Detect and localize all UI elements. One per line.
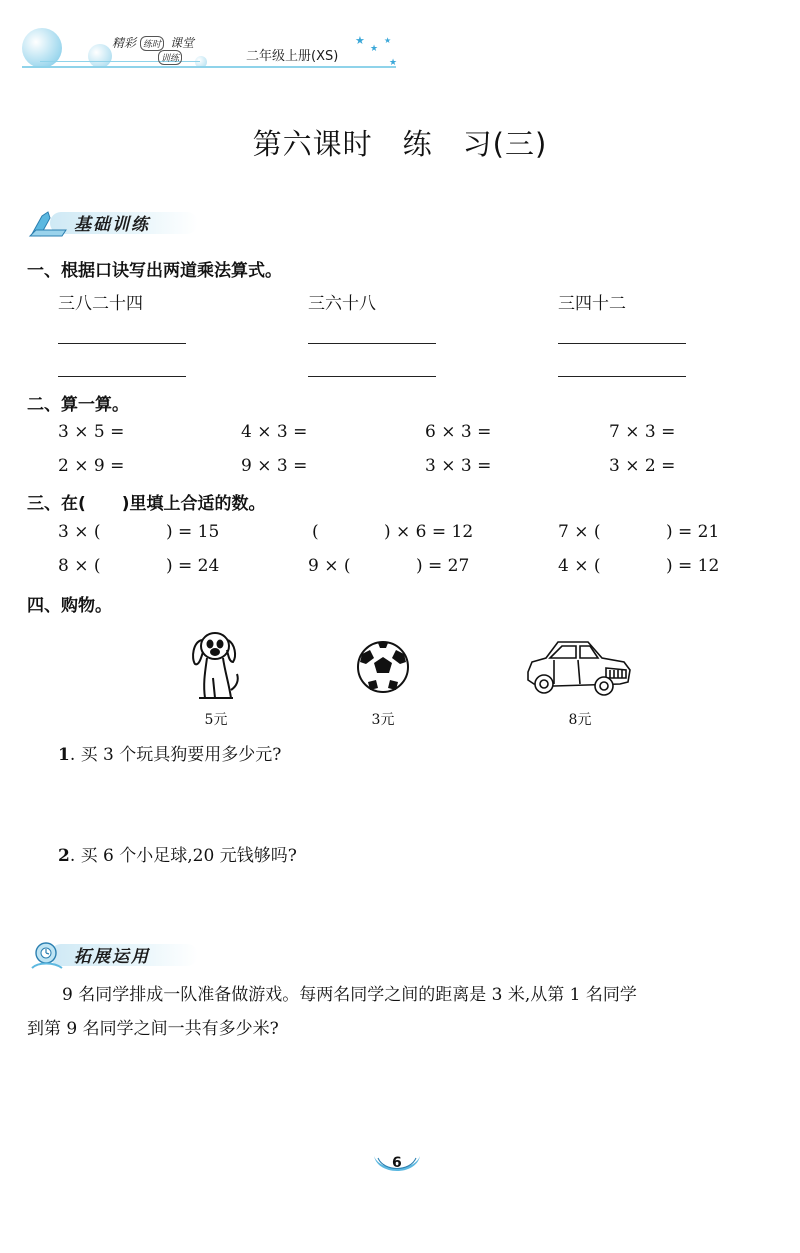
answer-line[interactable] [58, 343, 186, 344]
star-icon: ★ [384, 36, 392, 45]
q2-expression: 7 × 3 = [609, 422, 676, 442]
header-grade: 二年级上册(XS) [246, 49, 339, 64]
question-3-heading [27, 489, 266, 514]
answer-line[interactable] [58, 376, 186, 377]
page-title: 第六课时 练 习(三) [252, 127, 548, 161]
q3-heading-pre: 三、在( [27, 494, 86, 514]
star-icon: ★ [355, 34, 365, 47]
header-brand-tag-1: 练时 [140, 36, 164, 51]
header-circle-small [88, 44, 112, 68]
price-label: 5元 [204, 712, 228, 728]
section-banner-basic [28, 208, 198, 235]
q2-expression: 6 × 3 = [425, 422, 492, 442]
q3-post: ) = 12 [666, 556, 720, 576]
header-line [22, 66, 396, 68]
q3-post: ) = 21 [666, 522, 720, 542]
subquestion-text: . 买 3 个玩具狗要用多少元? [69, 745, 282, 765]
subquestion-text: . 买 6 个小足球,20 元钱够吗? [69, 846, 297, 866]
q3-pre: ( [312, 522, 319, 542]
q3-heading-post: )里填上合适的数。 [121, 494, 266, 514]
question-2-heading: 二、算一算。 [27, 395, 129, 415]
toy-car-icon [524, 636, 634, 698]
toy-dog-icon [185, 628, 241, 704]
q1-item: 三八二十四 [58, 294, 143, 314]
subquestion-number: 2 [58, 846, 70, 866]
q3-pre: 9 × ( [308, 556, 351, 576]
q3-pre: 4 × ( [558, 556, 601, 576]
extend-question-line-2: 到第 9 名同学之间一共有多少米? [27, 1019, 279, 1039]
q1-item: 三四十二 [558, 294, 626, 314]
clock-icon [28, 940, 68, 972]
q4-subquestion-1 [58, 740, 281, 765]
q2-expression: 9 × 3 = [241, 456, 308, 476]
pencil-icon [28, 208, 68, 238]
q2-expression: 3 × 2 = [609, 456, 676, 476]
price-label: 3元 [371, 712, 395, 728]
header-brand-tag-2: 训练 [158, 50, 182, 65]
header-brand-2: 课堂 [170, 36, 195, 50]
soccer-ball-icon [356, 640, 410, 694]
q3-pre: 7 × ( [558, 522, 601, 542]
section-label-basic: 基础训练 [74, 215, 150, 235]
answer-line[interactable] [558, 343, 686, 344]
section-label-extend: 拓展运用 [74, 947, 150, 967]
subquestion-number: 1 [58, 745, 70, 765]
section-banner-extend [28, 940, 198, 967]
q4-subquestion-2 [58, 841, 297, 866]
price-label: 8元 [568, 712, 592, 728]
question-1-heading: 一、根据口诀写出两道乘法算式。 [27, 261, 282, 281]
answer-line[interactable] [558, 376, 686, 377]
star-icon: ★ [389, 58, 398, 68]
q3-pre: 3 × ( [58, 522, 101, 542]
star-icon: ★ [370, 44, 379, 54]
q3-pre: 8 × ( [58, 556, 101, 576]
header-circle-large [22, 28, 62, 68]
q2-expression: 3 × 5 = [58, 422, 125, 442]
q3-post: ) = 15 [166, 522, 220, 542]
answer-line[interactable] [308, 343, 436, 344]
extend-question-line-1: 9 名同学排成一队准备做游戏。每两名同学之间的距离是 3 米,从第 1 名同学 [62, 985, 637, 1005]
q3-post: ) = 24 [166, 556, 220, 576]
q2-expression: 2 × 9 = [58, 456, 125, 476]
q1-item: 三六十八 [308, 294, 376, 314]
q2-expression: 3 × 3 = [425, 456, 492, 476]
question-4-heading: 四、购物。 [27, 596, 112, 616]
q3-post: ) × 6 = 12 [384, 522, 474, 542]
answer-line[interactable] [308, 376, 436, 377]
q3-post: ) = 27 [416, 556, 470, 576]
page-number: 6 [392, 1155, 402, 1171]
header-brand-1: 精彩 [112, 36, 137, 50]
q2-expression: 4 × 3 = [241, 422, 308, 442]
